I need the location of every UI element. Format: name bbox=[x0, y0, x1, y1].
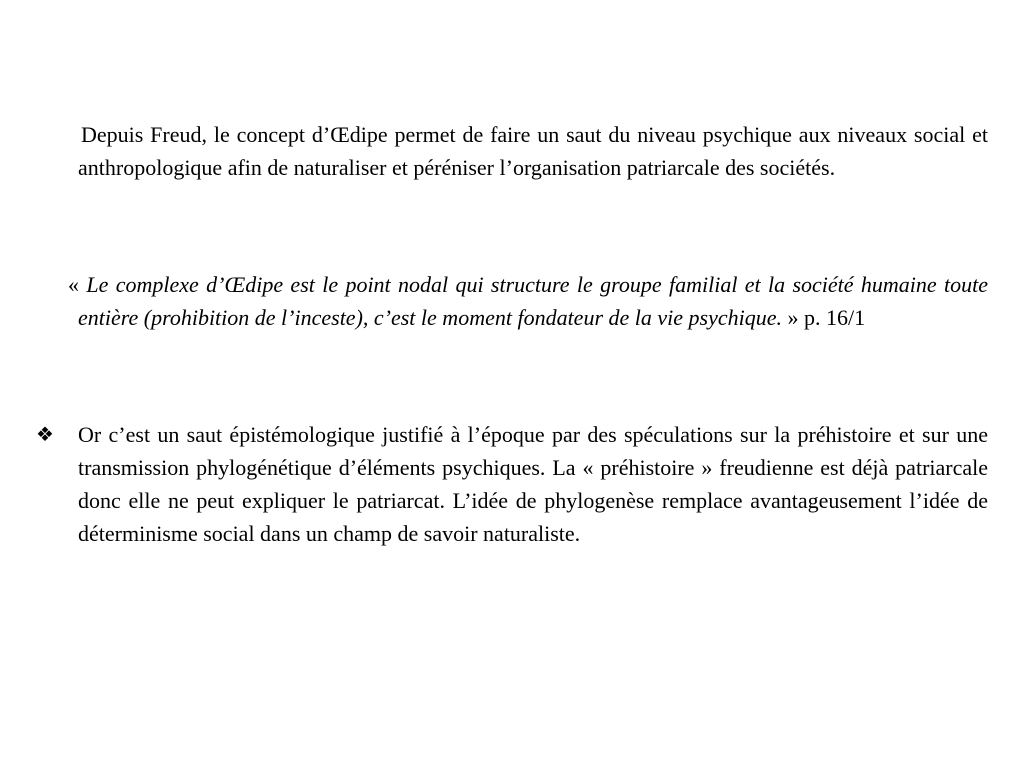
intro-paragraph bbox=[78, 118, 988, 184]
bullet-text: Or c’est un saut épistémologique justifié à l’époque par des spéculations sur la préhistoire et sur une transmission phylogénétique d’éléments psychiques. La « préhistoire » freudienne est déjà patriarcale donc elle ne peut expliquer le patriarcat. L’idée de phylogenèse remplace avantageusement l’idée de déterminisme social dans un champ de savoir naturaliste. bbox=[78, 422, 988, 546]
open-quote-mark: « bbox=[68, 272, 87, 297]
diamond-bullet-icon: ❖ bbox=[36, 422, 54, 446]
intro-text: Depuis Freud, le concept d’Œdipe permet de faire un saut du niveau psychique aux niveaux social et anthropologique afin de naturaliser et péréniser l’organisation patriarcale des sociétés. bbox=[78, 122, 988, 180]
close-quote-mark: » bbox=[782, 305, 804, 330]
quote-paragraph bbox=[68, 268, 989, 334]
bullet-paragraph bbox=[78, 418, 988, 550]
page-reference: p. 16/1 bbox=[804, 305, 866, 330]
quote-text: Le complexe d’Œdipe est le point nodal qui structure le groupe familial et la société humaine toute entière (prohibition de l’inceste), c’est le moment fondateur de la vie psychique. bbox=[78, 272, 989, 330]
